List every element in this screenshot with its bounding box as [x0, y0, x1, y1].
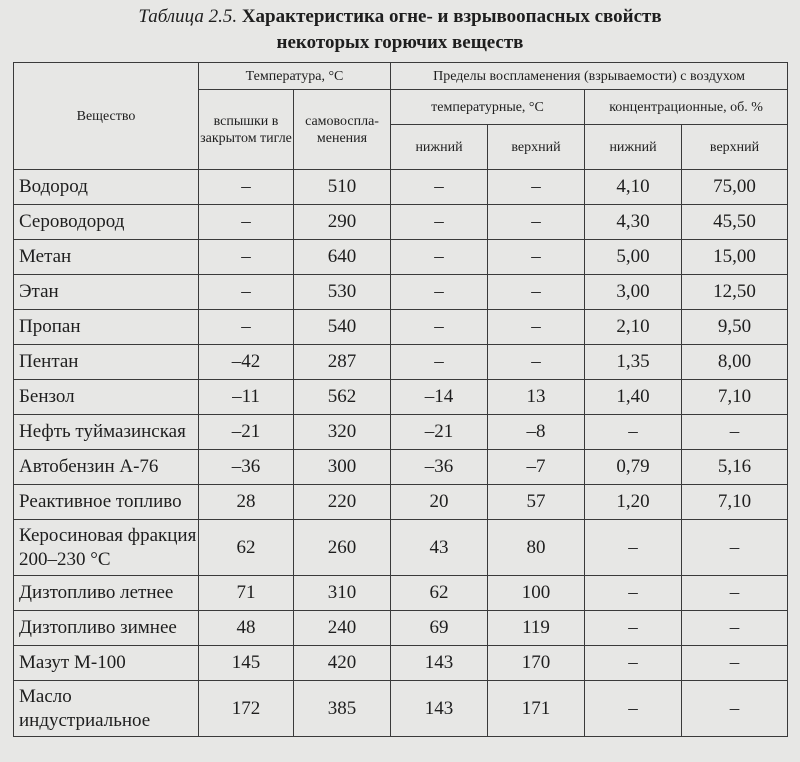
temp-upper-cell: 170	[488, 646, 585, 681]
header-temp-upper: верхний	[488, 125, 585, 170]
substance-cell: Бензол	[14, 380, 199, 415]
substance-cell: Пентан	[14, 345, 199, 380]
flash-point-cell: –	[199, 170, 294, 205]
conc-upper-cell: –	[682, 520, 788, 576]
conc-lower-cell: –	[585, 415, 682, 450]
temp-upper-cell: 119	[488, 611, 585, 646]
substance-cell: Сероводород	[14, 205, 199, 240]
autoignition-cell: 562	[294, 380, 391, 415]
temp-upper-cell: –	[488, 345, 585, 380]
table-row	[14, 681, 788, 737]
caption-line-1	[0, 4, 800, 30]
conc-upper-cell: 15,00	[682, 240, 788, 275]
table-row	[14, 520, 788, 576]
table-body	[14, 170, 788, 737]
flash-point-cell: 71	[199, 576, 294, 611]
table-row	[14, 576, 788, 611]
temp-upper-cell: 13	[488, 380, 585, 415]
conc-upper-cell: 75,00	[682, 170, 788, 205]
substance-cell: Керосиновая фракция 200–230 °С	[14, 520, 199, 576]
conc-lower-cell: 4,10	[585, 170, 682, 205]
table-row	[14, 646, 788, 681]
autoignition-cell: 540	[294, 310, 391, 345]
table-row	[14, 450, 788, 485]
conc-lower-cell: –	[585, 646, 682, 681]
header-conc-lower: нижний	[585, 125, 682, 170]
autoignition-cell: 300	[294, 450, 391, 485]
flash-point-cell: 28	[199, 485, 294, 520]
table-row	[14, 170, 788, 205]
temp-lower-cell: 143	[391, 646, 488, 681]
table-row	[14, 240, 788, 275]
autoignition-cell: 420	[294, 646, 391, 681]
conc-upper-cell: 7,10	[682, 380, 788, 415]
substance-cell: Мазут М-100	[14, 646, 199, 681]
autoignition-cell: 310	[294, 576, 391, 611]
temp-lower-cell: –	[391, 205, 488, 240]
flash-point-cell: –42	[199, 345, 294, 380]
autoignition-cell: 530	[294, 275, 391, 310]
conc-upper-cell: 9,50	[682, 310, 788, 345]
flash-point-cell: –11	[199, 380, 294, 415]
conc-lower-cell: 0,79	[585, 450, 682, 485]
conc-upper-cell: 7,10	[682, 485, 788, 520]
temp-upper-cell: –7	[488, 450, 585, 485]
table-row	[14, 310, 788, 345]
temp-upper-cell: 57	[488, 485, 585, 520]
table-row	[14, 275, 788, 310]
flash-point-cell: –	[199, 310, 294, 345]
substance-cell: Дизтопливо зимнее	[14, 611, 199, 646]
autoignition-cell: 510	[294, 170, 391, 205]
table-caption	[0, 4, 800, 56]
conc-lower-cell: –	[585, 681, 682, 737]
conc-lower-cell: 4,30	[585, 205, 682, 240]
caption-title-line-1: Характеристика огне- и взрывоопасных свойств	[241, 6, 662, 27]
conc-upper-cell: 45,50	[682, 205, 788, 240]
temp-upper-cell: –	[488, 275, 585, 310]
autoignition-cell: 260	[294, 520, 391, 576]
table-row	[14, 380, 788, 415]
conc-upper-cell: –	[682, 415, 788, 450]
temp-upper-cell: –	[488, 240, 585, 275]
temp-upper-cell: –	[488, 205, 585, 240]
conc-upper-cell: –	[682, 576, 788, 611]
flash-point-cell: –36	[199, 450, 294, 485]
autoignition-cell: 320	[294, 415, 391, 450]
conc-upper-cell: 5,16	[682, 450, 788, 485]
header-flash-point: вспышки в закрытом тигле	[199, 90, 294, 170]
temp-lower-cell: 143	[391, 681, 488, 737]
substance-cell: Этан	[14, 275, 199, 310]
header-temp-lower: нижний	[391, 125, 488, 170]
autoignition-cell: 220	[294, 485, 391, 520]
temp-lower-cell: –21	[391, 415, 488, 450]
substance-cell: Масло индустриальное	[14, 681, 199, 737]
temp-upper-cell: –8	[488, 415, 585, 450]
substance-cell: Водород	[14, 170, 199, 205]
conc-upper-cell: 12,50	[682, 275, 788, 310]
temp-lower-cell: 20	[391, 485, 488, 520]
substance-cell: Автобензин А-76	[14, 450, 199, 485]
conc-lower-cell: –	[585, 520, 682, 576]
header-temperature: Температура, °С	[199, 63, 391, 90]
header-conc-upper: верхний	[682, 125, 788, 170]
conc-lower-cell: 3,00	[585, 275, 682, 310]
temp-upper-cell: –	[488, 170, 585, 205]
temp-upper-cell: 171	[488, 681, 585, 737]
flash-point-cell: 48	[199, 611, 294, 646]
conc-lower-cell: 5,00	[585, 240, 682, 275]
table-row	[14, 485, 788, 520]
temp-upper-cell: –	[488, 310, 585, 345]
conc-lower-cell: 2,10	[585, 310, 682, 345]
conc-lower-cell: –	[585, 576, 682, 611]
conc-lower-cell: 1,40	[585, 380, 682, 415]
temp-lower-cell: –36	[391, 450, 488, 485]
table-row	[14, 345, 788, 380]
caption-label: Таблица 2.5.	[138, 6, 238, 27]
conc-lower-cell: 1,20	[585, 485, 682, 520]
flash-point-cell: 62	[199, 520, 294, 576]
temp-lower-cell: 43	[391, 520, 488, 576]
caption-title-line-2: некоторых горючих веществ	[276, 32, 524, 53]
autoignition-cell: 290	[294, 205, 391, 240]
table-header	[14, 63, 788, 170]
table-row	[14, 611, 788, 646]
header-conc-limits: концентрационные, об. %	[585, 90, 788, 125]
flash-point-cell: –	[199, 240, 294, 275]
table-row	[14, 415, 788, 450]
header-limits: Пределы воспламенения (взрываемости) с воздухом	[391, 63, 788, 90]
temp-lower-cell: –	[391, 170, 488, 205]
conc-upper-cell: –	[682, 646, 788, 681]
header-substance: Вещество	[14, 63, 199, 170]
conc-upper-cell: 8,00	[682, 345, 788, 380]
temp-lower-cell: 62	[391, 576, 488, 611]
conc-upper-cell: –	[682, 681, 788, 737]
substance-cell: Дизтопливо летнее	[14, 576, 199, 611]
conc-upper-cell: –	[682, 611, 788, 646]
autoignition-cell: 240	[294, 611, 391, 646]
autoignition-cell: 385	[294, 681, 391, 737]
temp-lower-cell: –	[391, 345, 488, 380]
conc-lower-cell: –	[585, 611, 682, 646]
autoignition-cell: 287	[294, 345, 391, 380]
flash-point-cell: –21	[199, 415, 294, 450]
substance-cell: Метан	[14, 240, 199, 275]
temp-lower-cell: 69	[391, 611, 488, 646]
temp-upper-cell: 80	[488, 520, 585, 576]
properties-table	[13, 62, 788, 737]
autoignition-cell: 640	[294, 240, 391, 275]
temp-lower-cell: –	[391, 240, 488, 275]
temp-lower-cell: –14	[391, 380, 488, 415]
substance-cell: Пропан	[14, 310, 199, 345]
temp-upper-cell: 100	[488, 576, 585, 611]
temp-lower-cell: –	[391, 275, 488, 310]
temp-lower-cell: –	[391, 310, 488, 345]
header-temp-limits: температурные, °С	[391, 90, 585, 125]
header-autoignition: самовоспла-менения	[294, 90, 391, 170]
substance-cell: Реактивное топливо	[14, 485, 199, 520]
conc-lower-cell: 1,35	[585, 345, 682, 380]
substance-cell: Нефть туймазинская	[14, 415, 199, 450]
flash-point-cell: –	[199, 205, 294, 240]
table-row	[14, 205, 788, 240]
flash-point-cell: 145	[199, 646, 294, 681]
flash-point-cell: –	[199, 275, 294, 310]
flash-point-cell: 172	[199, 681, 294, 737]
